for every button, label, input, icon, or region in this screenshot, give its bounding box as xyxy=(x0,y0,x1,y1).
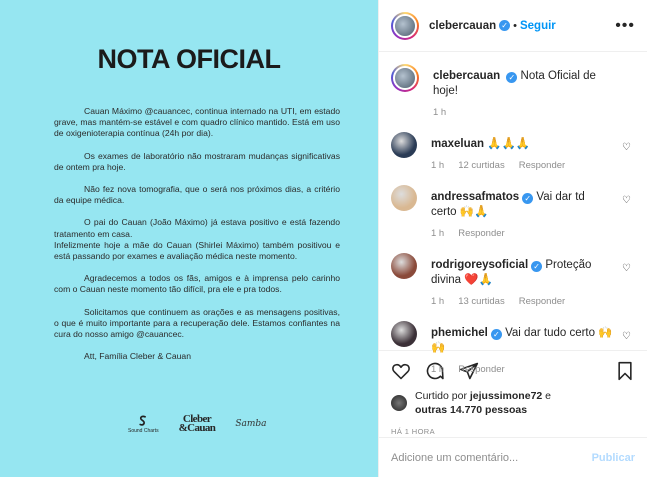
verified-icon: ✓ xyxy=(506,72,517,83)
follow-button[interactable]: Seguir xyxy=(519,19,556,32)
caption xyxy=(391,64,631,118)
publish-button[interactable]: Publicar xyxy=(591,451,635,464)
add-comment-bar xyxy=(379,437,647,477)
comment-username[interactable]: andressafmatos xyxy=(431,191,520,203)
post-header xyxy=(379,0,647,52)
reply-button[interactable]: Responder xyxy=(518,296,566,307)
comment-likes[interactable]: 12 curtidas xyxy=(458,160,505,171)
verified-icon: ✓ xyxy=(499,20,510,31)
header-separator: • xyxy=(513,19,517,32)
soundcharts-logo-icon xyxy=(136,414,150,428)
reply-button[interactable]: Responder xyxy=(458,228,505,239)
samba-logo: Samba xyxy=(235,419,267,429)
comment-time[interactable]: 1 h xyxy=(431,364,445,375)
nota-signature: Att, Família Cleber & Cauan xyxy=(84,351,191,362)
verified-icon: ✓ xyxy=(531,261,542,272)
comment-text: Vai dar tudo certo 🙌🙌 xyxy=(431,327,613,354)
post-sidebar xyxy=(378,0,647,477)
soundcharts-logo: Sound Charts xyxy=(128,414,159,434)
avatar[interactable] xyxy=(391,253,417,279)
comment-likes[interactable]: 13 curtidas xyxy=(458,296,505,307)
verified-icon: ✓ xyxy=(522,193,533,204)
avatar[interactable] xyxy=(391,132,417,158)
comment-input[interactable] xyxy=(391,452,592,464)
comment-time[interactable]: 1 h xyxy=(431,160,445,171)
caption-time: 1 h xyxy=(433,107,447,118)
like-comment-icon[interactable]: ♡ xyxy=(622,263,631,274)
comment-username[interactable]: maxeluan xyxy=(431,138,485,150)
verified-icon: ✓ xyxy=(491,329,502,340)
like-comment-icon[interactable]: ♡ xyxy=(622,195,631,206)
caption-username[interactable]: clebercauan xyxy=(433,70,501,82)
header-username[interactable]: clebercauan xyxy=(429,19,497,32)
liked-by: Curtido por jejussimone72 e outras 14.770 pessoas xyxy=(391,389,635,417)
nota-paragraph: Cauan Máximo @cauancec, continua internado na UTI, em estado grave, mas mantém-se estável e com quadro clínico mantido. Está em uso de oxigenioterapia contínua (24h por dia). xyxy=(54,106,340,139)
comment-text: 🙏🙏🙏 xyxy=(487,138,531,150)
comments-list[interactable] xyxy=(379,52,647,375)
nota-paragraph: Os exames de laboratório não mostraram mudanças significativas de ontem pra hoje. xyxy=(54,150,340,172)
post-time-ago[interactable]: HÁ 1 HORA xyxy=(391,427,436,436)
more-options-icon[interactable]: ••• xyxy=(615,16,635,34)
like-comment-icon[interactable]: ♡ xyxy=(622,142,631,153)
avatar[interactable] xyxy=(391,185,417,211)
comment-time[interactable]: 1 h xyxy=(431,296,445,307)
comment-text: Proteção divina ❤️🙏 xyxy=(431,259,592,286)
nota-paragraph: Agradecemos a todos os fãs, amigos e à imprensa pelo carinho com o Cauan neste momento tão difícil, pra ele e pra todos. xyxy=(54,273,340,295)
nota-paragraph: O pai do Cauan (João Máximo) já estava positivo e está fazendo tratamento em casa. xyxy=(54,217,340,239)
avatar[interactable] xyxy=(391,64,419,92)
caption-text: Nota Oficial de hoje! xyxy=(433,70,596,97)
nota-paragraph: Solicitamos que continuem as orações e as mensagens positivas, o que é muito importante para a recuperação dele. Estamos confiantes na cura do nosso amigo @cauancec. xyxy=(54,306,340,340)
like-comment-icon[interactable]: ♡ xyxy=(622,331,631,342)
comment-text: Vai dar td certo 🙌🙏 xyxy=(431,191,585,218)
comment-item xyxy=(391,253,631,307)
nota-paragraph: Infelizmente hoje a mãe do Cauan (Shirlei Máximo) também positivou e está passando por exames e avaliação médica neste momento. xyxy=(54,239,340,262)
comment-item xyxy=(391,132,631,171)
sponsor-logos xyxy=(128,414,267,434)
comment-username[interactable]: rodrigoreysoficial xyxy=(431,259,529,271)
likes-count[interactable]: outras 14.770 pessoas xyxy=(415,404,528,416)
avatar[interactable] xyxy=(391,12,419,40)
nota-title: NOTA OFICIAL xyxy=(97,44,281,74)
cleber-cauan-logo: Cleber &Cauan xyxy=(178,413,216,434)
comment-item xyxy=(391,185,631,239)
comment-time[interactable]: 1 h xyxy=(431,228,445,239)
reply-button[interactable]: Responder xyxy=(458,364,505,375)
reply-button[interactable]: Responder xyxy=(518,160,566,171)
comment-username[interactable]: phemichel xyxy=(431,327,488,339)
nota-body xyxy=(54,106,340,373)
comment-rows xyxy=(391,132,631,375)
liker-avatar[interactable] xyxy=(391,395,407,411)
avatar[interactable] xyxy=(391,321,417,347)
liker-username[interactable]: jejussimone72 xyxy=(469,390,543,402)
comment-item xyxy=(391,321,631,375)
nota-paragraph: Não fez nova tomografia, que o será nos próximos dias, a critério da equipe médica. xyxy=(54,184,340,206)
